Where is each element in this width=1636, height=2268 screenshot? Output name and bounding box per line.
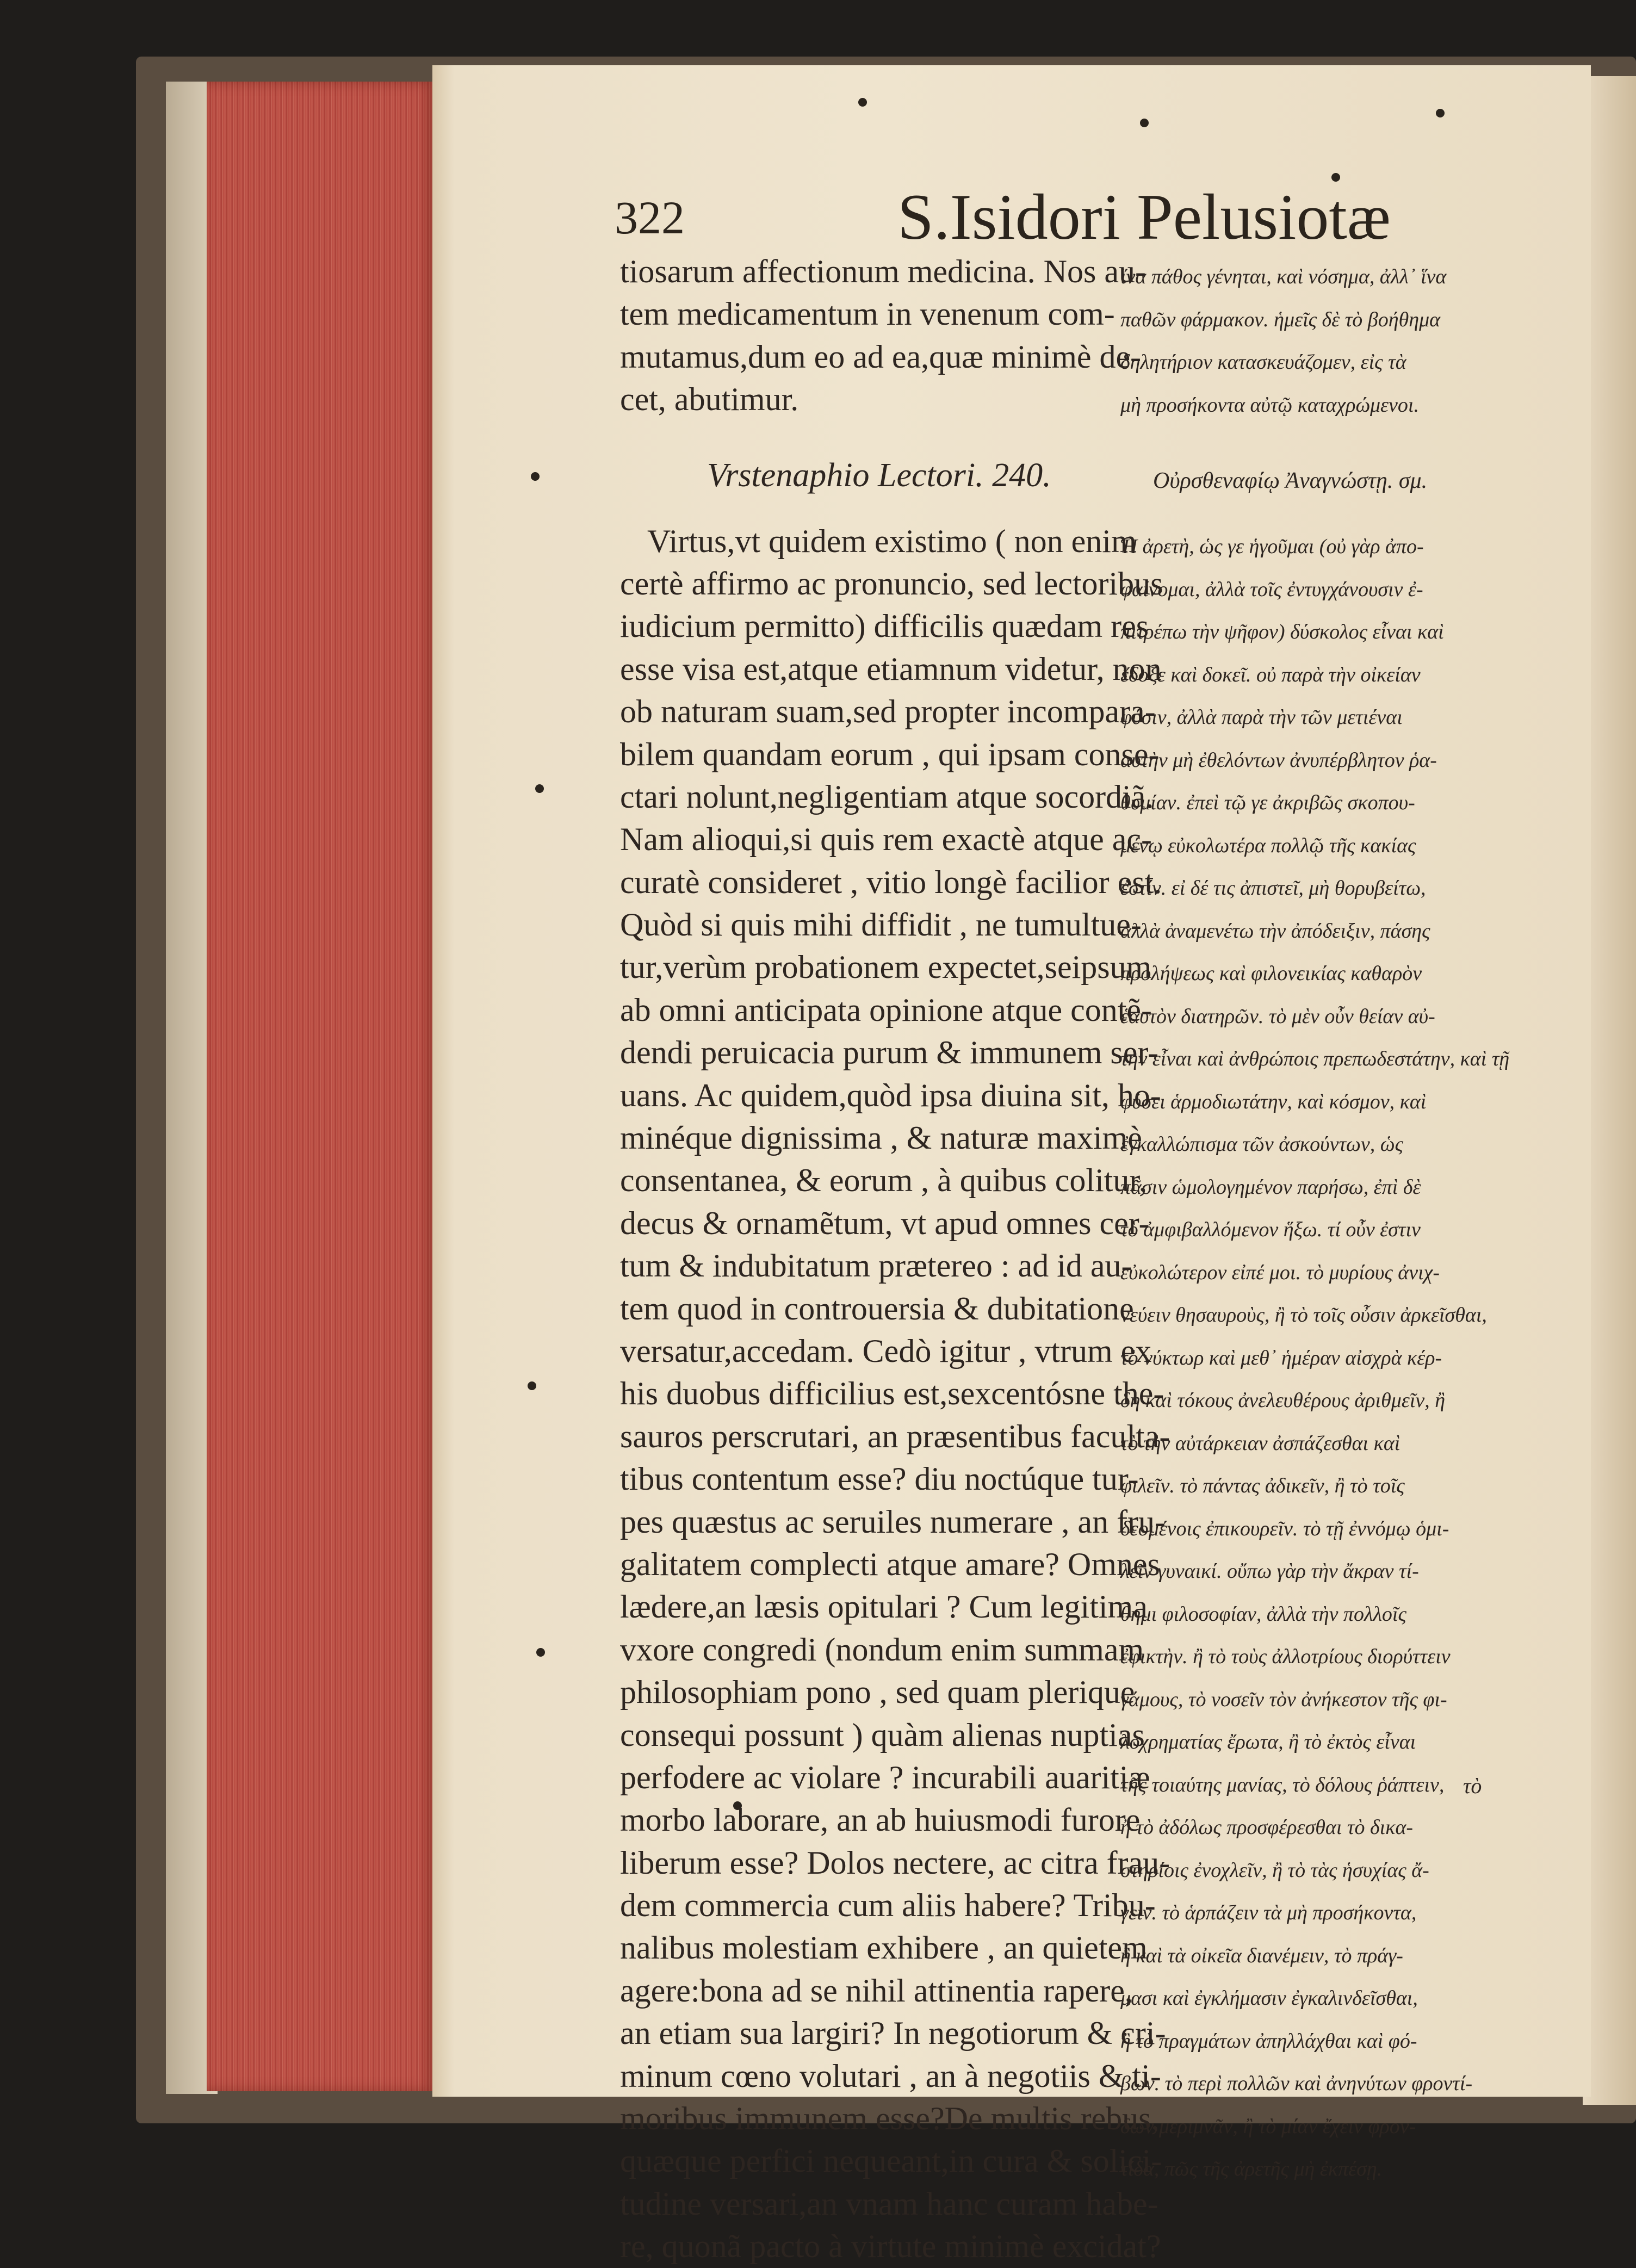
worm-hole	[528, 1381, 536, 1390]
text-line: liberum esse? Dolos nectere, ac citra frau-	[620, 1844, 1170, 1881]
text-line: dendi peruicacia purum & immunem ser-	[620, 1034, 1159, 1071]
text-line: ἢ τὸ πραγμάτων ἀπηλλάχθαι καὶ φό-	[1120, 2029, 1417, 2053]
running-head	[615, 179, 1391, 256]
text-line: βων. τὸ περὶ πολλῶν καὶ ἀνηνύτων φροντί-	[1120, 2072, 1473, 2095]
text-line: νεύειν θησαυροὺς, ἢ τὸ τοῖς οὖσιν ἀρκεῖσθαι,	[1120, 1304, 1487, 1327]
text-line: cet, abutimur.	[620, 381, 799, 418]
text-line: μασι καὶ ἐγκλήμασιν ἐγκαλινδεῖσθαι,	[1120, 1987, 1418, 2010]
text-line: decus & ornamẽtum, vt apud omnes cer-	[620, 1205, 1150, 1241]
text-line: μένῳ εὐκολωτέρα πολλῷ τῆς κακίας	[1120, 834, 1416, 857]
text-line: agere:bona ad se nihil attinentia rapere,	[620, 1972, 1133, 2009]
text-line: quæque perfici nequeant,in cura & solici-	[620, 2143, 1162, 2179]
text-line: εὐκολώτερον εἰπέ μοι. τὸ μυρίους ἀνιχ-	[1120, 1261, 1440, 1284]
worm-hole	[536, 1648, 545, 1657]
text-line: iudicium permitto) difficilis quædam res	[620, 608, 1149, 645]
text-line: consentanea, & eorum , à quibus colitur,	[620, 1162, 1147, 1199]
text-line: τῆς τοιαύτης μανίας, τὸ δόλους ῥάπτειν,	[1120, 1773, 1445, 1796]
text-line: πᾶσιν ὡμολογημένον παρήσω, ἐπὶ δὲ	[1120, 1175, 1421, 1199]
worm-hole	[535, 784, 544, 793]
text-line: τίδα, πῶς τῆς ἀρετῆς μὴ ἐκπέσῃ.	[1120, 2158, 1383, 2180]
text-line: his duobus difficilius est,sexcentósne the-	[620, 1375, 1164, 1412]
text-line: φιλεῖν. τὸ πάντας ἀδικεῖν, ἢ τὸ τοῖς	[1120, 1474, 1405, 1497]
text-line: tur,verùm probationem expectet,seipsum	[620, 949, 1152, 986]
red-page-edges	[207, 82, 435, 2091]
text-line: nalibus molestiam exhibere , an quietem	[620, 1930, 1148, 1966]
text-line: tudine versari,an vnam hanc curam habe-	[620, 2185, 1158, 2222]
letter-heading: Vrstenaphio Lectori. 240.	[707, 456, 1051, 494]
text-line: dem commercia cum aliis habere? Tribu-	[620, 1887, 1156, 1924]
text-line: philosophiam pono , sed quam plerique	[620, 1674, 1135, 1711]
text-line: ctari nolunt,negligentiam atque socordiã.	[620, 778, 1154, 815]
text-line: morbo laborare, an ab huiusmodi furore	[620, 1802, 1141, 1838]
text-line: an etiam sua largiri? In negotiorum & cri-	[620, 2015, 1166, 2052]
page-number: 322	[615, 191, 685, 244]
text-line: ob naturam suam,sed propter incompara-	[620, 693, 1156, 730]
text-line: θυμίαν. ἐπεὶ τῷ γε ἀκριβῶς σκοπου-	[1120, 791, 1415, 814]
text-line: δηλητήριον κατασκευάζομεν, εἰς τὰ	[1120, 351, 1406, 374]
text-line: τὴν εἶναι καὶ ἀνθρώποις πρεπωδεστάτην, καὶ τῇ	[1120, 1048, 1510, 1070]
text-line: consequi possunt ) quàm alienas nuptias	[620, 1717, 1145, 1753]
page-title: S.Isidori Pelusiotæ	[897, 181, 1391, 253]
text-line: tiosarum affectionum medicina. Nos au-	[620, 253, 1146, 289]
text-line: curatè consideret , vitio longè facilior est.	[620, 864, 1162, 900]
text-line: μὴ προσήκοντα αὐτῷ καταχρώμενοι.	[1120, 393, 1419, 417]
text-line: ab omni anticipata opinione atque contẽ-	[620, 992, 1152, 1028]
text-line: ἐφικτὴν. ἢ τὸ τοὺς ἀλλοτρίους διορύττειν	[1120, 1645, 1451, 1668]
text-line: perfodere ac violare ? incurabili auaritiæ	[620, 1759, 1150, 1795]
text-line: ἐγκαλλώπισμα τῶν ἀσκούντων, ὡς	[1120, 1133, 1403, 1156]
text-line: galitatem complecti atque amare? Omnes	[620, 1546, 1160, 1582]
text-line: δη καὶ τόκους ἀνελευθέρους ἀριθμεῖν, ἢ	[1120, 1389, 1446, 1412]
text-line: παθῶν φάρμακον. ἡμεῖς δὲ τὸ βοήθημα	[1120, 308, 1441, 331]
text-line: τὸ νύκτωρ καὶ μεθ᾽ ἡμέραν αἰσχρὰ κέρ-	[1120, 1346, 1442, 1370]
text-line: ἵνα πάθος γένηται, καὶ νόσημα, ἀλλ᾽ ἵνα	[1120, 265, 1447, 288]
text-line: mutamus,dum eo ad ea,quæ minimè de-	[620, 338, 1142, 375]
worm-hole	[531, 472, 540, 481]
text-line: ἔδοξε καὶ δοκεῖ. οὐ παρὰ τὴν οἰκείαν	[1120, 663, 1421, 686]
text-line: τὸ τὴν αὐτάρκειαν ἀσπάζεσθαι καὶ	[1120, 1432, 1400, 1455]
text-line: Nam alioqui,si quis rem exactè atque ac-	[620, 821, 1152, 858]
letter-heading: Οὐρσθεναφίῳ Ἀναγνώστῃ. σμ.	[1153, 468, 1428, 493]
worm-hole	[1436, 109, 1445, 117]
text-line: pes quæstus ac seruiles numerare , an fru-	[620, 1503, 1166, 1540]
text-line: uans. Ac quidem,quòd ipsa diuina sit, ho-	[620, 1077, 1161, 1113]
text-line: ἢ τὸ ἀδόλως προσφέρεσθαι τὸ δικα-	[1120, 1816, 1414, 1839]
text-line: Quòd si quis mihi diffidit , ne tumultue-	[620, 907, 1142, 943]
text-line: δων μεριμνᾶν, ἢ τὸ μίαν ἔχειν φρον-	[1120, 2115, 1416, 2138]
text-line: λοχρηματίας ἔρωτα, ἢ τὸ ἐκτὸς εἶναι	[1120, 1731, 1416, 1753]
text-line: minum cœno volutari , an à negotiis & ti-	[620, 2058, 1161, 2094]
text-line: tibus contentum esse? diu noctúque tur-	[620, 1461, 1139, 1497]
text-line: minéque dignissima , & naturæ maximè	[620, 1120, 1142, 1156]
text-line: re, quonã pacto à virtute minimè excidat?	[620, 2228, 1161, 2265]
text-line: φύσει ἁρμοδιωτάτην, καὶ κόσμον, καὶ	[1120, 1090, 1427, 1113]
text-line: φαίνομαι, ἀλλὰ τοῖς ἐντυγχάνουσιν ἐ-	[1120, 578, 1423, 601]
text-line: τὸ ἀμφιβαλλόμενον ἥξω. τί οὖν ἐστιν	[1120, 1218, 1421, 1241]
text-line: δεομένοις ἐπικουρεῖν. τὸ τῇ ἐννόμῳ ὁμι-	[1120, 1517, 1449, 1540]
text-line: tem medicamentum in venenum com-	[620, 296, 1115, 332]
text-line: ἑαυτὸν διατηρῶν. τὸ μὲν οὖν θείαν αὐ-	[1120, 1005, 1435, 1028]
text-line: αὐτὴν μὴ ἐθελόντων ἀνυπέρβλητον ῥα-	[1120, 748, 1437, 772]
text-line: vxore congredi (nondum enim summam	[620, 1631, 1144, 1668]
worm-hole	[1140, 119, 1149, 127]
text-line: στηρίοις ἐνοχλεῖν, ἢ τὸ τὰς ἡσυχίας ἄ-	[1120, 1858, 1429, 1882]
text-line: γειν. τὸ ἁρπάζειν τὰ μὴ προσήκοντα,	[1120, 1901, 1417, 1924]
text-line: γάμους, τὸ νοσεῖν τὸν ἀνήκεστον τῆς φι-	[1120, 1688, 1447, 1711]
worm-hole	[858, 98, 867, 107]
greek-column	[1120, 256, 1550, 2191]
text-line: moribus immunem esse?De multis rebus,	[620, 2100, 1160, 2137]
text-line: versatur,accedam. Cedò igitur , vtrum ex	[620, 1333, 1152, 1369]
text-line: certè affirmo ac pronuncio, sed lectoribus	[620, 565, 1163, 602]
text-line: bilem quandam eorum , qui ipsam conse-	[620, 736, 1160, 772]
text-line: lædere,an læsis opitulari ? Cum legitima	[620, 1589, 1148, 1625]
text-line: Ἡ ἀρετὴ, ὡς γε ἡγοῦμαι (οὐ γὰρ ἀπο-	[1120, 535, 1424, 558]
text-line: Virtus,vt quidem existimo ( non enim	[647, 523, 1137, 559]
text-line: esse visa est,atque etiamnum videtur, non	[620, 650, 1162, 687]
text-line: φύσιν, ἀλλὰ παρὰ τὴν τῶν μετιέναι	[1120, 706, 1403, 729]
text-line: tem quod in controuersia & dubitatione	[620, 1290, 1134, 1327]
text-line: tum & indubitatum prætereo : ad id au-	[620, 1248, 1132, 1284]
text-line: πιτρέπω τὴν ψῆφον) δύσκολος εἶναι καὶ	[1120, 621, 1444, 643]
text-line: θημι φιλοσοφίαν, ἀλλὰ τὴν πολλοῖς	[1120, 1602, 1406, 1626]
text-line: ἀλλὰ ἀναμενέτω τὴν ἀπόδειξιν, πάσης	[1120, 919, 1430, 943]
text-line: ἢ καὶ τὰ οἰκεῖα διανέμειν, τὸ πράγ-	[1120, 1944, 1403, 1967]
latin-column	[620, 250, 1170, 2268]
text-line: λεῖν γυναικί. οὔπω γὰρ τὴν ἄκραν τί-	[1120, 1560, 1419, 1583]
catchword: τὸ	[1463, 1774, 1482, 1798]
text-line: προλήψεως καὶ φιλονεικίας καθαρὸν	[1120, 962, 1422, 985]
text-line: ἐστίν. εἰ δέ τις ἀπιστεῖ, μὴ θορυβείτω,	[1120, 877, 1426, 900]
text-line: sauros perscrutari, an præsentibus faculta-	[620, 1418, 1170, 1454]
